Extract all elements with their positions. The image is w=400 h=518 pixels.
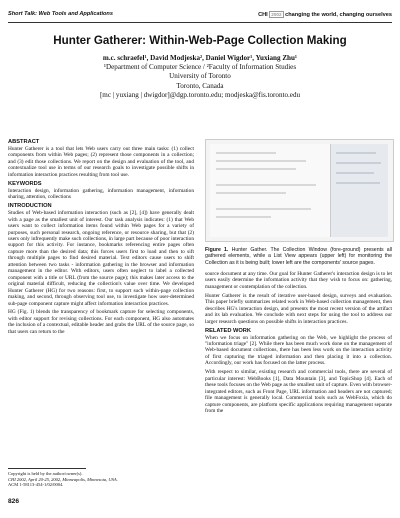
right-paragraph-1: source document at any time. Our goal for Hunter Gatherer's interaction design is to let users easily determine the information activity that they wish to focus on: gathering, management or contemplation of the collection. xyxy=(205,270,392,290)
conference-year-badge: 2002 xyxy=(271,12,282,17)
affiliation-line-2: University of Toronto xyxy=(169,72,231,81)
figure-caption-text: Hunter Gather. The Collection Window (fore-ground) presents all gathered elements, while a List View appears (upper left) for monitoring the Collection as it is being built; lower left are the components' source pages. xyxy=(205,247,392,266)
introduction-heading: INTRODUCTION xyxy=(8,203,52,210)
affiliation-line-1: ¹Department of Computer Science / ²Faculty of Information Studies xyxy=(103,63,297,72)
left-column xyxy=(8,139,194,338)
keywords-text: Interaction design, information gathering, information management, information sharing, attention, collections xyxy=(8,187,194,201)
copyright-rule xyxy=(8,468,86,469)
copyright-notice xyxy=(8,471,194,488)
figure-caption-label: Figure 1. xyxy=(205,247,229,253)
author-emails: [mc | yuxiang | dwigdor]@dgp.toronto.edu; modjeska@fis.toronto.edu xyxy=(99,90,301,99)
copyright-line-2: CHI 2002, April 20-25, 2002, Minneapolis, Minnesota, USA. xyxy=(8,476,118,482)
conference-tagline: changing the world, changing ourselves xyxy=(285,11,392,18)
figure-image xyxy=(210,144,388,237)
keywords-heading: KEYWORDS xyxy=(8,180,42,187)
figure-1-caption xyxy=(205,247,392,266)
copyright-line-1: Copyright is held by the author/owner(s). xyxy=(8,471,83,476)
running-header-right xyxy=(258,11,392,18)
abstract-text: Hunter Gatherer is a tool that lets Web users carry out three main tasks: (1) collect components from within Web pages; (2) represent those components in a collection; and (3) edit those collections. We report on the design and evaluation of the tool, and contextualize tool use in terms of our research goals to investigate possible shifts in information interaction practices resulting from tool use. xyxy=(8,146,194,178)
copyright-line-3: ACM 1-58113-454-1/02/0004. xyxy=(8,482,64,488)
author-block xyxy=(0,54,400,100)
right-column xyxy=(205,139,392,417)
introduction-paragraph-2: HG (Fig. 1) blends the transparency of bookmark capture for selecting components, with editor support for revising collections. For each component, HG also automates the inclusion of a contextual, editable header and grabs the URL of the source page, so that users can return to the xyxy=(8,309,194,335)
affiliation-line-3: Toronto, Canada xyxy=(176,81,224,90)
figure-collection-window xyxy=(331,144,388,237)
abstract-heading: ABSTRACT xyxy=(8,139,40,145)
figure-1-screenshot xyxy=(205,139,394,242)
conference-name: CHI xyxy=(258,11,268,18)
right-paragraph-2: Hunter Gatherer is the result of iterative user-based design, surveys and evaluation. This paper briefly summarizes related work in Web-based collection management, then describes HG's interaction design, and presents the most recent version of the artifact and its lab evaluation. We conclude with next steps for using the tool to address our larger research questions on possible shifts in interaction practices. xyxy=(205,292,392,325)
related-work-paragraph-1: When we focus on information gathering on the Web, we highlight the process of "information triage" [2]. While there has been much work done on the management of Web-based document collections, there has been less work on the interaction activity of first capturing the triaged information and then placing it into a collection. Accordingly, our work has focused on the latter process. xyxy=(205,334,392,367)
related-work-paragraph-2: With respect to similar, existing research and commercial tools, there are several of particular interest: WebBooks [1], Data Mountain [3], and TopicShop [4]. Each of these tools focuses on the Web page as the smallest unit of capture. Even with browser-integrated editors, such as Front Page, URL information and headers are not captured; file management is generally local. Commercial tools such as WebFoxia, which do capture components, are platform specific applications requiring management separate from the xyxy=(205,369,392,414)
figure-source-pages xyxy=(210,144,331,237)
paper-title: Hunter Gatherer: Within-Web-Page Collection Making xyxy=(53,34,347,47)
page-number: 826 xyxy=(8,498,20,505)
running-header-left: Short Talk: Web Tools and Applications xyxy=(8,11,113,17)
author-names: m.c. schraefel¹, David Modjeska², Daniel Wigdor¹, Yuxiang Zhu¹ xyxy=(102,54,298,62)
header-rule xyxy=(8,22,392,23)
related-work-heading: RELATED WORK xyxy=(205,327,252,334)
introduction-paragraph-1: Studies of Web-based information interaction (such as [2], [4]) have generally dealt with a page as the smallest unit of interest. Our task analysis indicates: (1) that Web users want to collect information items found within Web pages for a variety of purposes, such personal research, ongoing reference, or resource sharing, but that (2) users only infrequently make such collections, in large part because of poor interaction support for this activity. For instance, bookmarks referencing entire pages often capture more than the desired data; this forces users first to load and then to sift through multiple pages to find desired material. Text editors cause users to shift attention between two tasks - information gathering in the browser and information management in the editor. With editors, users often neglect to label a collected component with a title or URL (from the source page); this makes later access to the original material difficult, reducing the collection's value over time. We developed Hunter Gatherer (HG) for two reasons: first, to support such within-page collection making, and second, through observing tool use, to investigate how user-determined sub-page component capture might affect information interaction practices. xyxy=(8,210,194,307)
